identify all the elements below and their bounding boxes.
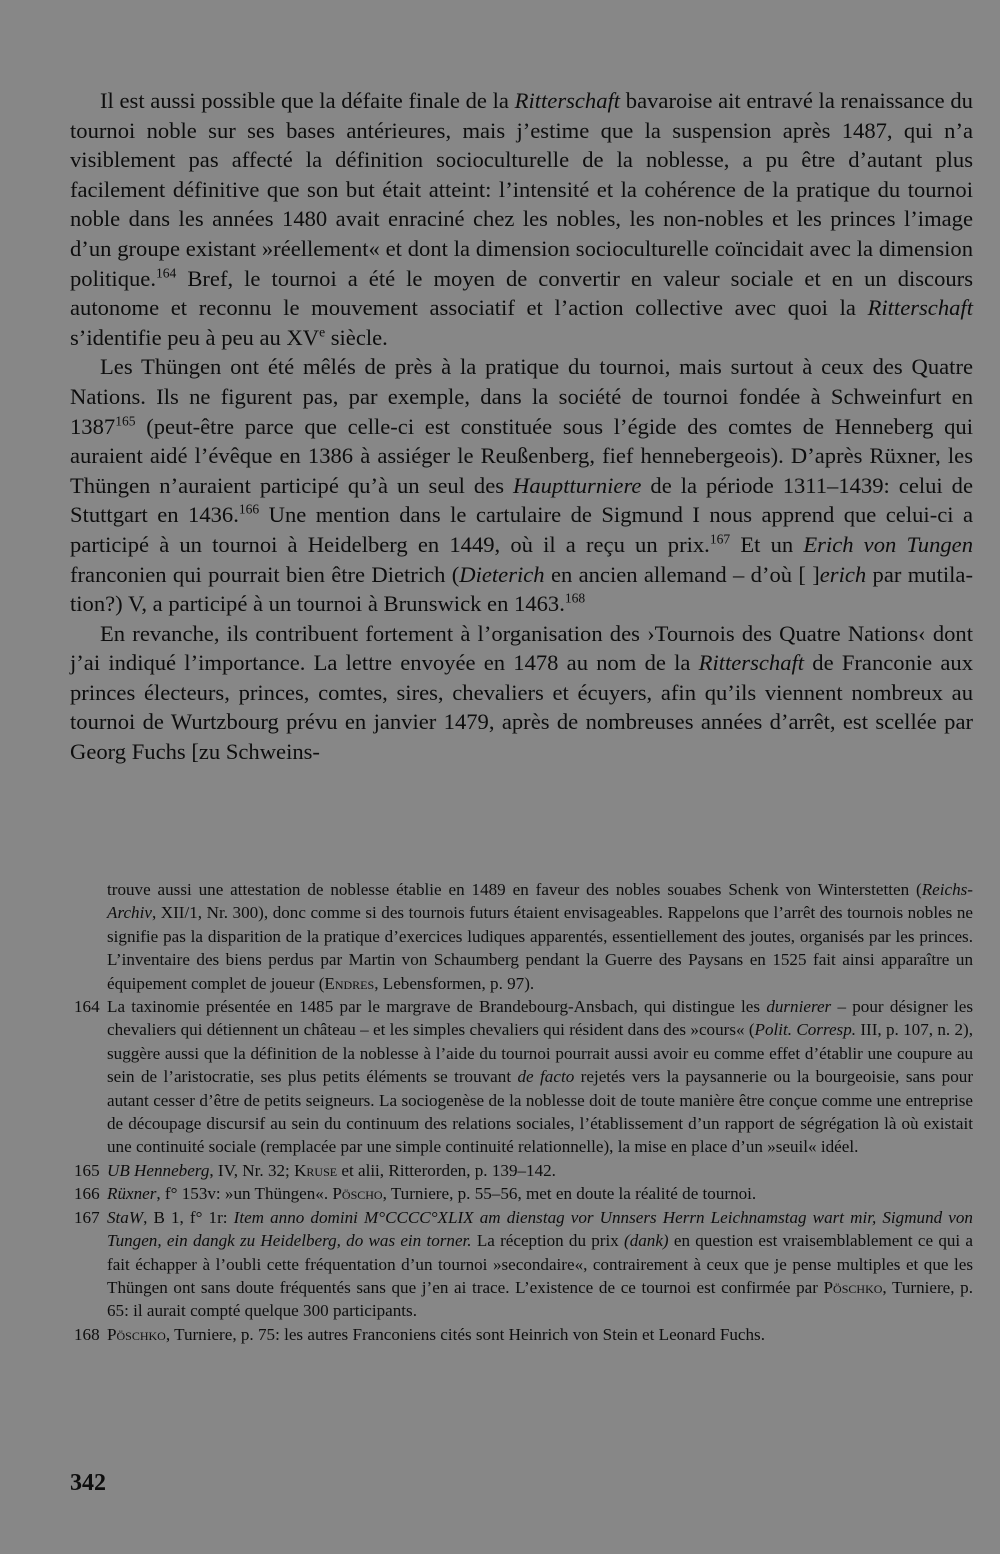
superscript: e: [319, 324, 326, 340]
emphasis: de facto: [517, 1067, 575, 1087]
footnote-ref-167[interactable]: 167: [709, 531, 731, 547]
author-name: Endres: [324, 973, 375, 993]
page-number: 342: [70, 1470, 106, 1496]
footnote-ref-165[interactable]: 165: [115, 413, 136, 428]
footnote-number: 168: [74, 1324, 100, 1344]
footnote-number: 165: [74, 1160, 100, 1180]
emphasis: Erich von Tungen: [803, 531, 973, 557]
emphasis: Polit. Corresp.: [754, 1020, 857, 1040]
footnote-number: 166: [74, 1184, 100, 1204]
emphasis: Ritterschaft: [867, 295, 973, 321]
paragraph-3: En revanche, ils contribuent fortement à l’organisation des ›Tournois des Quatre Nations‹ dont j’ai indiqué l’importance. La lettre envoyée en 1478 au nom de la Ritterschaft de Franconie aux princes électeurs, princes, comtes, sires, chevaliers et écuyers, afin qu’ils viennent nombreux au tournoi de Wurtzbourg prévu en janvier 1479, après de nombreuses années d’arrêt, est scellée par Georg Fuchs [zu Schweins-: [70, 620, 973, 765]
footnote-164: 164 La taxinomie présentée en 1485 par le margrave de Brandebourg-Ansbach, qui distingue les durnierer – pour désigner les chevaliers qui détiennent un château – et les simples chevaliers qui résident dans des »cours« (Polit. Corresp. III, p. 107, n. 2), suggère aussi que la définition de la noblesse à l’aide du tournoi pourrait aussi avoir eu comme effet d’établir une coupure au sein de l’aristocratie, ses plus petits éléments se trouvant de facto rejetés vers la paysannerie ou la bourgeoisie, sans pour autant cesser d’être de petits seigneurs. La sociogenèse de la noblesse doit de toute manière être conçue comme une entreprise de découpage discursif au sein du continuum des relations sociales, l’établissement d’un rapport de ségrégation là où existait une continuité sociale (remplacée par une simple continuité relationnelle), la mise en place d’un »seuil« idéel.: [74, 997, 974, 1157]
footnote-166: 166 Rüxner, f° 153v: »un Thüngen«. Pöscho, Turniere, p. 55–56, met en doute la réalité de tournoi.: [74, 1182, 973, 1205]
footnote-continued: trouve aussi une attestation de noblesse établie en 1489 en faveur des nobles souabes Schenk von Winterstetten (Reichs-Archiv, XII/1, Nr. 300), donc comme si des tournois futurs étaient envisageables. Rappelons que l’arrêt des tournois nobles ne signifie pas la disparition de la pratique d’exercices ludiques apparentés, essentiellement des joutes, organisés par les princes. L’inventaire des biens perdus par Martin von Schaumberg pendant la Guerre des Paysans en 1525 fait ainsi apparaître un équipement complet de joueur (Endres, Lebensformen, p. 97).: [107, 880, 973, 993]
footnote-167: 167 StaW, B 1, f° 1r: Item anno domini M°CCCC°XLIX am dienstag vor Unnsers Herrn Leichnamstag wart mir, Sigmund von Tungen, ein dangk zu Heidelberg, do was ein torner. La réception du prix (dank) en question est vraisemblablement ce qui a fait échapper à l’oubli cette fréquentation d’un tournoi »secondaire«, contrairement à ceux que je pense multiples et que les Thüngen ont sans doute fréquentés sans que j’en ai trace. L’existence de ce tournoi est confirmée par Pöschko, Turniere, p. 65: il aurait compté quelque 300 participants.: [74, 1207, 973, 1321]
author-name: Kruse: [294, 1160, 338, 1180]
emphasis: (dank): [624, 1231, 669, 1251]
emphasis: StaW: [107, 1207, 144, 1227]
emphasis: Hauptturniere: [513, 472, 642, 498]
footnote-165: 165 UB Henneberg, IV, Nr. 32; Kruse et alii, Ritterorden, p. 139–142.: [74, 1159, 973, 1182]
emphasis: erich: [819, 561, 867, 587]
paragraph-2: Les Thüngen ont été mêlés de près à la pratique du tournoi, mais surtout à ceux des Quatre Nations. Ils ne figurent pas, par exemple, dans la société de tournoi fondée à Schweinfurt en 1387$^{165}$ (peut-être parce que celle-ci est constituée sous l’égide des comtes de Henneberg qui auraient aidé l’évêque en 1386 à assiéger le Reußenberg, fief hennebergeois). D’après Rüxner, les Thüngen n’auraient participé qu’à un seul des Hauptturniere de la période 1311–1439: celui de Stuttgart en 1436.$^{166}$ Une mention dans le cartulaire de Sigmund I nous apprend que celui-ci a participé à un tournoi à Heidelberg en 1449, où il a reçu un prix.$^{167}$ Et un Erich von Tungen franconien qui pourrait bien être Dietrich (Dieterich en ancien allemand – d’où [ ]erich par mutilation?) V, a participé à un tournoi à Brunswick en 1463.$^{168}$: [70, 354, 973, 617]
emphasis: Item anno domini M°CCCC°XLIX am dienstag vor Unnsers Herrn Leichnamstag wart mir, Sigmund von Tungen, ein dangk zu Heidelberg, do was ein torner.: [107, 1207, 973, 1251]
author-name: Pöschko: [823, 1277, 883, 1297]
footnote-ref-164[interactable]: 164: [155, 265, 177, 281]
footnote-number: 164: [74, 997, 100, 1017]
author-name: Pöschko: [107, 1324, 166, 1344]
main-text: [70, 86, 973, 767]
emphasis: Rüxner: [107, 1184, 157, 1204]
footnotes: [74, 878, 973, 1346]
emphasis: Ritterschaft: [514, 88, 621, 113]
emphasis: Dieterich: [459, 561, 545, 587]
footnote-ref-166[interactable]: 166: [238, 501, 260, 517]
emphasis: UB Henneberg: [107, 1160, 210, 1180]
paragraph-1: Il est aussi possible que la défaite finale de la Ritterschaft bavaroise ait entravé la renaissance du tournoi noble sur ses bases antérieures, mais j’estime que la suspension après 1487, qui n’a visiblement pas affecté la définition socioculturelle de la noblesse, a pu être d’autant plus facilement définitive que son but était atteint: l’intensité et la cohérence de la pratique du tournoi noble dans les années 1480 avait enraciné chez les nobles, les non-nobles et les princes l’image d’un groupe existant »réellement« et dont la dimension socioculturelle coïncidait avec la dimension politique.$^{164}$ Bref, le tournoi a été le moyen de convertir en valeur sociale et en un discours autonome et reconnu le mouvement associatif et l’action collective avec quoi la Ritterschaft s’identifie peu à peu au XVe siècle.: [70, 88, 973, 350]
footnote-number: 167: [74, 1207, 100, 1227]
emphasis: durnierer: [766, 997, 832, 1017]
footnote-ref-168[interactable]: 168: [564, 590, 586, 606]
emphasis: Reichs-Archiv: [107, 880, 973, 923]
footnote-168: 168 Pöschko, Turniere, p. 75: les autres Franconiens cités sont Heinrich von Stein et Leonard Fuchs.: [74, 1323, 973, 1346]
emphasis: Ritterschaft: [698, 650, 805, 676]
author-name: Pöscho: [332, 1184, 383, 1204]
